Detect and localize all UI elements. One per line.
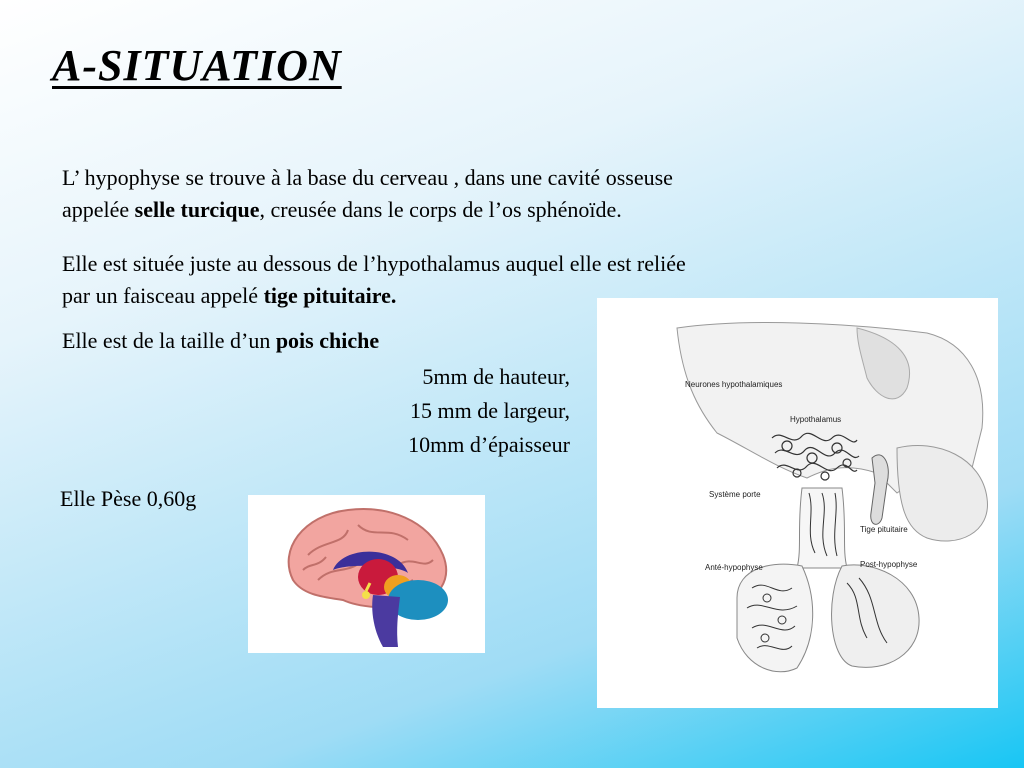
text-span: Elle est de la taille d’un (62, 328, 276, 353)
label-tige-pituitaire: Tige pituitaire (860, 525, 908, 534)
text-span: par un faisceau appelé (62, 283, 264, 308)
label-hypothalamus: Hypothalamus (790, 415, 842, 424)
dimension-thickness: 10mm d’épaisseur (408, 432, 570, 457)
paragraph-location (62, 162, 882, 226)
dimension-width: 15 mm de largeur, (409, 398, 570, 423)
text-span: , creusée dans le corps de l’os sphénoïde. (259, 197, 622, 222)
label-ante-hypophyse: Anté-hypophyse (705, 563, 763, 572)
dimensions-list (340, 360, 570, 462)
bold-term-tige-pituitaire: tige pituitaire. (263, 283, 397, 308)
label-systeme-porte: Système porte (709, 490, 761, 499)
dimension-height: 5mm de hauteur, (422, 364, 570, 389)
text-span: appelée (62, 197, 135, 222)
label-neurones: Neurones hypothalamiques (685, 380, 783, 389)
paragraph-hypothalamus-line1: Elle est située juste au dessous de l’hypothalamus auquel elle est reliée (62, 251, 686, 276)
slide-title: A-SITUATION (52, 41, 342, 90)
bold-term-selle-turcique: selle turcique (134, 197, 260, 222)
paragraph-location-line2 (62, 194, 882, 226)
brain-image (248, 495, 485, 653)
bold-term-pois-chiche: pois chiche (275, 328, 380, 353)
label-post-hypophyse: Post-hypophyse (860, 560, 918, 569)
pituitary-anatomy-diagram (597, 298, 998, 708)
paragraph-location-line1: L’ hypophyse se trouve à la base du cerveau , dans une cavité osseuse (62, 165, 673, 190)
weight-text: Elle Pèse 0,60g (60, 486, 197, 511)
paragraph-size (62, 325, 582, 357)
